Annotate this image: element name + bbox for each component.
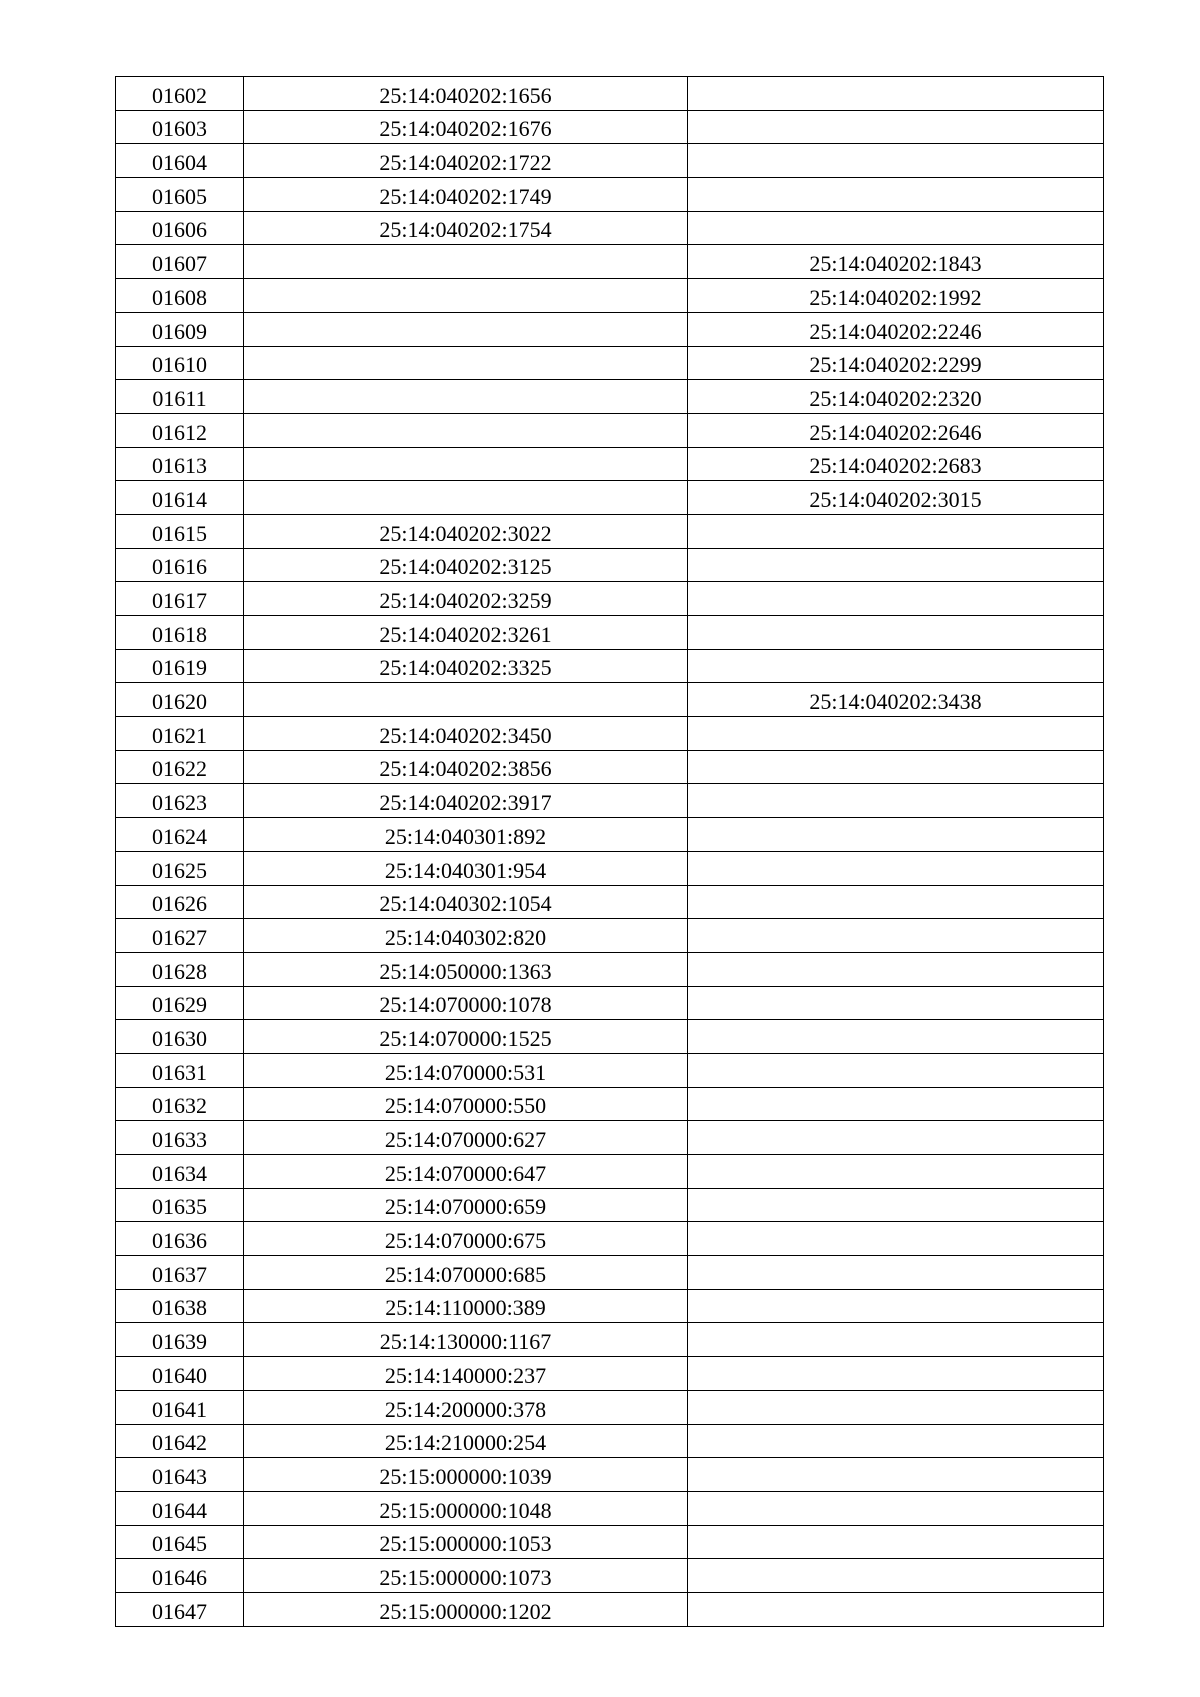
row-number-cell-text: 01621 — [152, 722, 207, 748]
second-cadastral-number-cell — [688, 380, 1104, 414]
table-row — [116, 986, 1104, 1020]
table-row — [116, 514, 1104, 548]
cadastral-number-cell-text: 25:14:040202:3259 — [379, 588, 552, 613]
cadastral-number-cell — [244, 1155, 688, 1189]
table-row — [116, 1289, 1104, 1323]
second-cadastral-number-cell — [688, 1020, 1104, 1054]
second-cadastral-number-cell — [688, 413, 1104, 447]
second-cadastral-number-cell — [688, 1155, 1104, 1189]
second-cadastral-number-cell — [688, 312, 1104, 346]
row-number-cell — [116, 447, 244, 481]
second-cadastral-number-cell — [688, 784, 1104, 818]
cadastral-number-cell-text: 25:14:130000:1167 — [379, 1329, 552, 1355]
table-row — [116, 818, 1104, 852]
table-row — [116, 1525, 1104, 1559]
row-number-cell-text: 01629 — [152, 992, 207, 1018]
table-row — [116, 447, 1104, 481]
row-number-cell — [116, 279, 244, 313]
cadastral-number-cell-text: 25:14:070000:647 — [384, 1160, 547, 1186]
cadastral-number-cell — [244, 1053, 688, 1087]
row-number-cell — [116, 1357, 244, 1391]
row-number-cell — [116, 1323, 244, 1357]
second-cadastral-number-cell — [688, 211, 1104, 245]
row-number-cell — [116, 683, 244, 717]
cadastral-number-cell-text: 25:14:070000:685 — [384, 1261, 547, 1287]
second-cadastral-number-cell — [688, 986, 1104, 1020]
row-number-cell — [116, 548, 244, 582]
table-row — [116, 279, 1104, 313]
second-cadastral-number-cell — [688, 616, 1104, 650]
table-row — [116, 1222, 1104, 1256]
row-number-cell-text: 01632 — [152, 1093, 207, 1119]
table-row — [116, 1155, 1104, 1189]
table-row — [116, 1188, 1104, 1222]
row-number-cell-text: 01646 — [152, 1564, 207, 1590]
second-cadastral-number-cell — [688, 750, 1104, 784]
table-row — [116, 312, 1104, 346]
row-number-cell-text: 01636 — [152, 1228, 207, 1254]
table-row — [116, 481, 1104, 515]
row-number-cell — [116, 1592, 244, 1626]
row-number-cell — [116, 413, 244, 447]
cadastral-number-cell-text: 25:14:070000:659 — [384, 1194, 547, 1220]
table-row — [116, 346, 1104, 380]
cadastral-number-cell — [244, 1222, 688, 1256]
row-number-cell — [116, 312, 244, 346]
cadastral-number-cell — [244, 1256, 688, 1290]
cadastral-number-cell — [244, 582, 688, 616]
second-cadastral-number-cell — [688, 649, 1104, 683]
row-number-cell — [116, 481, 244, 515]
row-number-cell-text: 01618 — [152, 621, 207, 647]
row-number-cell — [116, 784, 244, 818]
cadastral-number-cell — [244, 1592, 688, 1626]
cadastral-number-cell — [244, 919, 688, 953]
row-number-cell-text: 01616 — [152, 554, 207, 580]
row-number-cell — [116, 1424, 244, 1458]
cadastral-number-cell — [244, 447, 688, 481]
cadastral-number-cell — [244, 1491, 688, 1525]
cadastral-number-cell — [244, 178, 688, 212]
table-row — [116, 1053, 1104, 1087]
cadastral-number-cell-text: 25:14:110000:389 — [385, 1295, 546, 1321]
row-number-cell-text: 01605 — [152, 183, 207, 209]
row-number-cell-text: 01611 — [152, 385, 207, 411]
row-number-cell — [116, 750, 244, 784]
cadastral-number-cell-text: 25:15:000000:1073 — [379, 1564, 552, 1590]
cadastral-number-cell-text: 25:14:070000:627 — [384, 1127, 547, 1152]
cadastral-number-cell — [244, 1525, 688, 1559]
cadastral-number-cell — [244, 885, 688, 919]
table-row — [116, 144, 1104, 178]
row-number-cell-text: 01634 — [152, 1160, 207, 1186]
row-number-cell — [116, 1458, 244, 1492]
cadastral-number-cell — [244, 717, 688, 751]
second-cadastral-number-cell — [688, 346, 1104, 380]
table-row — [116, 110, 1104, 144]
row-number-cell — [116, 818, 244, 852]
cadastral-number-cell — [244, 1357, 688, 1391]
second-cadastral-number-cell — [688, 1222, 1104, 1256]
cadastral-number-cell — [244, 1087, 688, 1121]
cadastral-number-cell — [244, 683, 688, 717]
second-cadastral-number-cell — [688, 178, 1104, 212]
table-row — [116, 784, 1104, 818]
table-row — [116, 919, 1104, 953]
cadastral-number-cell — [244, 1390, 688, 1424]
second-cadastral-number-cell — [688, 1188, 1104, 1222]
row-number-cell-text: 01640 — [152, 1362, 207, 1388]
table-row — [116, 1424, 1104, 1458]
table-row — [116, 1458, 1104, 1492]
second-cadastral-number-cell-text: 25:14:040202:3015 — [809, 486, 982, 512]
table-row — [116, 649, 1104, 683]
cadastral-number-cell — [244, 649, 688, 683]
second-cadastral-number-cell — [688, 1592, 1104, 1626]
cadastral-number-cell-text: 25:15:000000:1048 — [379, 1497, 552, 1523]
cadastral-number-cell — [244, 346, 688, 380]
second-cadastral-number-cell — [688, 245, 1104, 279]
second-cadastral-number-cell-text: 25:14:040202:2246 — [809, 318, 982, 344]
row-number-cell-text: 01631 — [152, 1059, 207, 1085]
row-number-cell-text: 01613 — [152, 453, 207, 479]
cadastral-number-cell-text: 25:14:040301:892 — [384, 823, 547, 849]
row-number-cell — [116, 1289, 244, 1323]
cadastral-number-cell-text: 25:15:000000:1039 — [379, 1463, 552, 1489]
cadastral-number-cell — [244, 750, 688, 784]
cadastral-number-cell-text: 25:14:040202:3917 — [379, 790, 552, 816]
row-number-cell-text: 01645 — [152, 1531, 207, 1557]
row-number-cell — [116, 616, 244, 650]
row-number-cell-text: 01627 — [152, 924, 207, 950]
second-cadastral-number-cell-text: 25:14:040202:2320 — [809, 385, 982, 411]
table-row — [116, 245, 1104, 279]
second-cadastral-number-cell — [688, 1390, 1104, 1424]
cadastral-number-cell — [244, 851, 688, 885]
row-number-cell — [116, 514, 244, 548]
second-cadastral-number-cell — [688, 447, 1104, 481]
row-number-cell — [116, 178, 244, 212]
second-cadastral-number-cell — [688, 885, 1104, 919]
row-number-cell-text: 01606 — [152, 217, 207, 243]
row-number-cell-text: 01635 — [152, 1194, 207, 1220]
cadastral-number-cell-text: 25:14:040302:1054 — [379, 891, 552, 917]
table-row — [116, 1121, 1104, 1155]
cadastral-number-cell — [244, 616, 688, 650]
row-number-cell-text: 01610 — [152, 352, 207, 378]
row-number-cell-text: 01647 — [152, 1598, 207, 1624]
cadastral-number-cell — [244, 1323, 688, 1357]
table-row — [116, 851, 1104, 885]
cadastral-number-cell — [244, 211, 688, 245]
row-number-cell-text: 01609 — [152, 318, 207, 344]
cadastral-number-cell-text: 25:14:070000:531 — [384, 1059, 547, 1085]
second-cadastral-number-cell — [688, 548, 1104, 582]
second-cadastral-number-cell — [688, 144, 1104, 178]
row-number-cell — [116, 1256, 244, 1290]
row-number-cell-text: 01617 — [152, 588, 207, 613]
row-number-cell — [116, 211, 244, 245]
table-row — [116, 616, 1104, 650]
cadastral-number-cell-text: 25:14:210000:254 — [384, 1430, 547, 1456]
second-cadastral-number-cell — [688, 919, 1104, 953]
table-row — [116, 717, 1104, 751]
row-number-cell — [116, 1525, 244, 1559]
cadastral-number-cell-text: 25:14:070000:1078 — [379, 992, 552, 1018]
cadastral-number-cell-text: 25:14:040202:3022 — [379, 520, 552, 546]
cadastral-number-cell-text: 25:14:040202:1722 — [379, 150, 552, 176]
cadastral-number-cell-text: 25:15:000000:1053 — [379, 1531, 552, 1557]
row-number-cell-text: 01615 — [152, 520, 207, 546]
cadastral-number-cell-text: 25:14:040202:1676 — [379, 116, 552, 142]
cadastral-number-cell-text: 25:14:040202:3450 — [379, 722, 552, 748]
second-cadastral-number-cell — [688, 683, 1104, 717]
second-cadastral-number-cell — [688, 481, 1104, 515]
cadastral-number-cell-text: 25:14:070000:675 — [384, 1228, 547, 1254]
second-cadastral-number-cell — [688, 110, 1104, 144]
row-number-cell-text: 01612 — [152, 419, 207, 445]
cadastral-number-cell — [244, 1559, 688, 1593]
row-number-cell — [116, 1559, 244, 1593]
cadastral-number-cell-text: 25:14:050000:1363 — [379, 958, 552, 984]
table-row — [116, 1087, 1104, 1121]
table-row — [116, 380, 1104, 414]
row-number-cell — [116, 77, 244, 111]
row-number-cell-text: 01624 — [152, 823, 207, 849]
cadastral-number-cell-text: 25:14:040302:820 — [384, 924, 547, 950]
table-row — [116, 1491, 1104, 1525]
cadastral-number-cell-text: 25:14:070000:550 — [384, 1093, 547, 1119]
cadastral-number-cell — [244, 1424, 688, 1458]
row-number-cell — [116, 380, 244, 414]
cadastral-number-cell — [244, 548, 688, 582]
table-row — [116, 413, 1104, 447]
second-cadastral-number-cell — [688, 1087, 1104, 1121]
cadastral-number-cell — [244, 312, 688, 346]
second-cadastral-number-cell — [688, 279, 1104, 313]
table-row — [116, 1592, 1104, 1626]
row-number-cell — [116, 1020, 244, 1054]
second-cadastral-number-cell — [688, 1424, 1104, 1458]
table-row — [116, 1020, 1104, 1054]
table-row — [116, 77, 1104, 111]
second-cadastral-number-cell-text: 25:14:040202:1843 — [809, 251, 982, 277]
table-row — [116, 1357, 1104, 1391]
row-number-cell-text: 01633 — [152, 1127, 207, 1152]
row-number-cell — [116, 245, 244, 279]
table-row — [116, 211, 1104, 245]
cadastral-number-cell-text: 25:14:070000:1525 — [379, 1025, 552, 1051]
row-number-cell-text: 01604 — [152, 150, 207, 176]
cadastral-number-cell — [244, 279, 688, 313]
second-cadastral-number-cell — [688, 1289, 1104, 1323]
row-number-cell — [116, 1491, 244, 1525]
cadastral-number-cell — [244, 1121, 688, 1155]
second-cadastral-number-cell — [688, 1323, 1104, 1357]
second-cadastral-number-cell-text: 25:14:040202:1992 — [809, 284, 982, 310]
second-cadastral-number-cell — [688, 1357, 1104, 1391]
second-cadastral-number-cell — [688, 851, 1104, 885]
second-cadastral-number-cell — [688, 1121, 1104, 1155]
row-number-cell — [116, 1390, 244, 1424]
row-number-cell-text: 01603 — [152, 116, 207, 142]
table-body — [116, 77, 1104, 1627]
cadastral-number-cell — [244, 784, 688, 818]
row-number-cell — [116, 1188, 244, 1222]
table-row — [116, 885, 1104, 919]
second-cadastral-number-cell — [688, 1256, 1104, 1290]
cadastral-number-cell — [244, 245, 688, 279]
row-number-cell — [116, 1222, 244, 1256]
row-number-cell — [116, 346, 244, 380]
table-row — [116, 582, 1104, 616]
row-number-cell-text: 01620 — [152, 689, 207, 715]
cadastral-number-cell — [244, 1020, 688, 1054]
row-number-cell-text: 01614 — [152, 486, 207, 512]
cadastral-number-cell — [244, 380, 688, 414]
row-number-cell — [116, 885, 244, 919]
second-cadastral-number-cell-text: 25:14:040202:2299 — [809, 352, 982, 378]
row-number-cell — [116, 1053, 244, 1087]
row-number-cell-text: 01622 — [152, 756, 207, 782]
second-cadastral-number-cell — [688, 952, 1104, 986]
cadastral-number-cell-text: 25:14:040202:3856 — [379, 756, 552, 782]
second-cadastral-number-cell — [688, 1559, 1104, 1593]
cadastral-number-cell-text: 25:14:040202:1749 — [379, 183, 552, 209]
table-row — [116, 178, 1104, 212]
row-number-cell — [116, 144, 244, 178]
second-cadastral-number-cell — [688, 1491, 1104, 1525]
cadastral-number-cell — [244, 110, 688, 144]
row-number-cell — [116, 582, 244, 616]
row-number-cell-text: 01639 — [152, 1329, 207, 1355]
row-number-cell — [116, 717, 244, 751]
cadastral-number-cell-text: 25:14:140000:237 — [384, 1362, 547, 1388]
table-row — [116, 1256, 1104, 1290]
row-number-cell — [116, 1087, 244, 1121]
cadastral-number-cell — [244, 77, 688, 111]
second-cadastral-number-cell — [688, 77, 1104, 111]
second-cadastral-number-cell — [688, 1525, 1104, 1559]
cadastral-number-cell — [244, 514, 688, 548]
row-number-cell — [116, 1155, 244, 1189]
table-row — [116, 683, 1104, 717]
cadastral-number-cell — [244, 481, 688, 515]
second-cadastral-number-cell — [688, 514, 1104, 548]
second-cadastral-number-cell — [688, 1053, 1104, 1087]
cadastral-number-cell — [244, 413, 688, 447]
second-cadastral-number-cell-text: 25:14:040202:2646 — [809, 419, 982, 445]
row-number-cell-text: 01642 — [152, 1430, 207, 1456]
row-number-cell-text: 01637 — [152, 1261, 207, 1287]
cadastral-number-cell — [244, 1188, 688, 1222]
table-row — [116, 1559, 1104, 1593]
cadastral-number-cell — [244, 1458, 688, 1492]
cadastral-number-table — [115, 76, 1104, 1627]
row-number-cell — [116, 986, 244, 1020]
cadastral-number-cell-text: 25:14:200000:378 — [384, 1396, 547, 1422]
cadastral-number-cell-text: 25:14:040202:3325 — [379, 655, 552, 681]
cadastral-number-cell-text: 25:14:040301:954 — [384, 857, 547, 883]
table-row — [116, 1390, 1104, 1424]
cadastral-number-cell — [244, 818, 688, 852]
cadastral-number-cell — [244, 144, 688, 178]
row-number-cell-text: 01602 — [152, 82, 207, 108]
row-number-cell-text: 01644 — [152, 1497, 207, 1523]
cadastral-number-cell-text: 25:14:040202:3261 — [379, 621, 552, 647]
table-row — [116, 750, 1104, 784]
row-number-cell — [116, 1121, 244, 1155]
row-number-cell-text: 01623 — [152, 790, 207, 816]
cadastral-number-cell-text: 25:15:000000:1202 — [379, 1598, 552, 1624]
table-row — [116, 1323, 1104, 1357]
second-cadastral-number-cell-text: 25:14:040202:2683 — [809, 453, 982, 479]
second-cadastral-number-cell — [688, 1458, 1104, 1492]
cadastral-number-cell-text: 25:14:040202:3125 — [379, 554, 552, 580]
row-number-cell — [116, 649, 244, 683]
row-number-cell — [116, 952, 244, 986]
row-number-cell — [116, 851, 244, 885]
row-number-cell-text: 01630 — [152, 1025, 207, 1051]
cadastral-number-cell — [244, 952, 688, 986]
row-number-cell-text: 01607 — [152, 251, 207, 277]
second-cadastral-number-cell — [688, 717, 1104, 751]
row-number-cell-text: 01619 — [152, 655, 207, 681]
row-number-cell-text: 01625 — [152, 857, 207, 883]
cadastral-number-cell-text: 25:14:040202:1754 — [379, 217, 552, 243]
second-cadastral-number-cell-text: 25:14:040202:3438 — [809, 689, 982, 715]
cadastral-number-cell — [244, 986, 688, 1020]
cadastral-number-cell — [244, 1289, 688, 1323]
row-number-cell-text: 01638 — [152, 1295, 207, 1321]
row-number-cell-text: 01641 — [152, 1396, 207, 1422]
row-number-cell — [116, 110, 244, 144]
row-number-cell-text: 01643 — [152, 1463, 207, 1489]
table-row — [116, 548, 1104, 582]
cadastral-number-cell-text: 25:14:040202:1656 — [379, 82, 552, 108]
row-number-cell-text: 01608 — [152, 284, 207, 310]
table-row — [116, 952, 1104, 986]
row-number-cell-text: 01626 — [152, 891, 207, 917]
second-cadastral-number-cell — [688, 818, 1104, 852]
row-number-cell — [116, 919, 244, 953]
row-number-cell-text: 01628 — [152, 958, 207, 984]
second-cadastral-number-cell — [688, 582, 1104, 616]
